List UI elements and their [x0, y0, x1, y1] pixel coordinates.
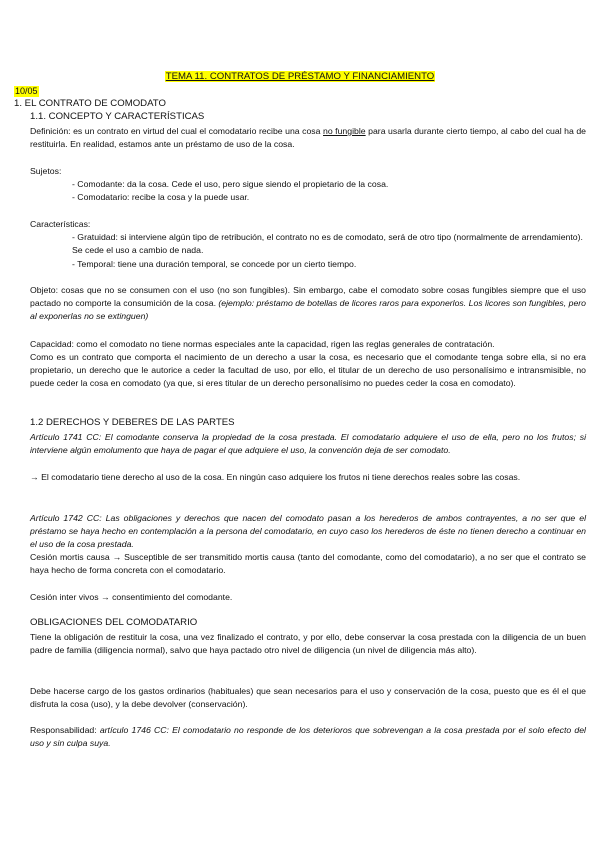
section-heading-comodato: 1. EL CONTRATO DE COMODATO: [14, 98, 166, 109]
subheading-derechos: 1.2 DERECHOS Y DEBERES DE LAS PARTES: [30, 417, 235, 428]
cesion-inter-vivos-paragraph: Cesión inter vivos → consentimiento del comodante.: [30, 592, 233, 602]
caracteristica-temporal: - Temporal: tiene una duración temporal, se concede por un cierto tiempo.: [72, 259, 357, 269]
document-title: TEMA 11. CONTRATOS DE PRÉSTAMO Y FINANCIAMIENTO: [165, 71, 435, 82]
capacidad-detail-paragraph: Como es un contrato que comporta el nacimiento de un derecho a usar la cosa, es necesario que el comodante tenga sobre ella, si no era propietario, un derecho que le autorice a ceder la facultad de uso, por ello, el titular de un derecho de uso personalísimo e intransmisible, no puede ceder la cosa en comodato (ya que, si eres titular de un derecho personalísimo no puedes ceder la cosa en comodato).: [30, 352, 586, 388]
responsabilidad-paragraph: Responsabilidad: artículo 1746 CC: El comodatario no responde de los deterioros que sobrevengan a la cosa prestada por el solo efecto del uso y sin culpa suya.: [30, 725, 586, 748]
sujetos-label: Sujetos:: [30, 166, 62, 176]
cesion-mortis-paragraph: Cesión mortis causa → Susceptible de ser transmitido mortis causa (tanto del comodante, como del comodatario), a no ser que el contrato se haya hecho de forma concreta con el comodatario.: [30, 552, 586, 575]
sujeto-comodatario: - Comodatario: recibe la cosa y la puede usar.: [72, 192, 250, 202]
subheading-concepto: 1.1. CONCEPTO Y CARACTERÍSTICAS: [30, 111, 205, 122]
articulo-1741-paragraph: Artículo 1741 CC: El comodante conserva la propiedad de la cosa prestada. El comodatario adquiere el uso de ella, pero no los frutos; si interviene algún emolumento que haya de pagar el que adquiere el uso, la convención deja de ser comodato.: [30, 432, 586, 455]
caracteristicas-label: Características:: [30, 219, 91, 229]
sujeto-comodante: - Comodante: da la cosa. Cede el uso, pero sigue siendo el propietario de la cosa.: [72, 179, 389, 189]
articulo-1742-paragraph: Artículo 1742 CC: Las obligaciones y derechos que nacen del comodato pasan a los herederos de ambos contrayentes, a no ser que el préstamo se haya hecho en contemplación a la persona del comodatario, en cuyo caso los herederos de éste no tienen derecho a continuar en el uso de la cosa prestada.: [30, 513, 586, 549]
date-label: 10/05: [15, 86, 38, 96]
capacidad-paragraph: Capacidad: como el comodato no tiene normas especiales ante la capacidad, rigen las reglas generales de contratación.: [30, 339, 495, 349]
frutos-paragraph: → El comodatario tiene derecho al uso de la cosa. En ningún caso adquiere los frutos ni tiene derechos reales sobre las cosas.: [30, 472, 521, 482]
definicion-paragraph: Definición: es un contrato en virtud del cual el comodatario recibe una cosa no fungible para usarla durante cierto tiempo, al cabo del cual ha de restituirla. En realidad, estamos ante un préstamo de uso de la cosa.: [30, 126, 586, 149]
caracteristica-gratuidad: - Gratuidad: si interviene algún tipo de retribución, el contrato no es de comodato, será de otro tipo (normalmente de arrendamiento). Se cede el uso a cambio de nada.: [72, 232, 583, 255]
obligacion-gastos-paragraph: Debe hacerse cargo de los gastos ordinarios (habituales) que sean necesarios para el uso y conservación de la cosa, puesto que es él el que disfruta la cosa (uso), y la debe devolver (conservación).: [30, 686, 586, 709]
objeto-paragraph: Objeto: cosas que no se consumen con el uso (no son fungibles). Sin embargo, cabe el comodato sobre cosas fungibles siempre que el uso pactado no comporte la consumición de la cosa. (ejemplo: préstamo de botellas de licores raros para exponerlos. Los licores son fungibles, pero al exponerlas no se extinguen): [30, 285, 586, 321]
subheading-obligaciones: OBLIGACIONES DEL COMODATARIO: [30, 617, 198, 628]
obligacion-restituir-paragraph: Tiene la obligación de restituir la cosa, una vez finalizado el contrato, y por ello, debe conservar la cosa prestada con la diligencia de un buen padre de familia (diligencia normal), salvo que haya pactado otro nivel de diligencia (un nivel de diligencia más alto).: [30, 632, 586, 655]
